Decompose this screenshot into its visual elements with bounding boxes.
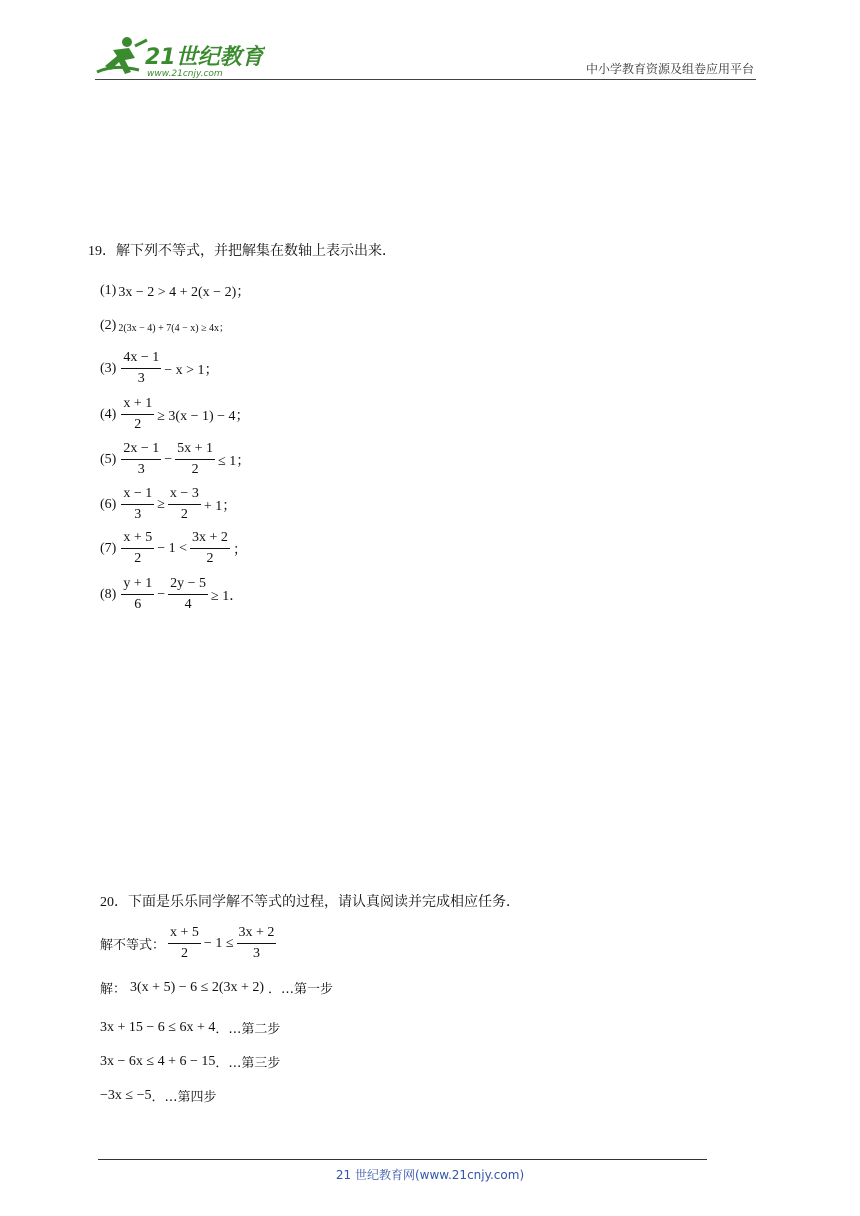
question-19-title: 19．解下列不等式，并把解集在数轴上表示出来． <box>88 244 396 259</box>
denominator: 2 <box>180 507 188 522</box>
numerator: x + 1 <box>121 396 154 415</box>
item-rest: ； <box>232 542 247 558</box>
numerator: x + 5 <box>168 925 201 944</box>
footer-divider <box>98 1159 707 1160</box>
site-logo <box>95 36 265 80</box>
fraction <box>121 350 161 387</box>
item-rest: − x > 1； <box>164 362 219 378</box>
step-note: ．…第一步 <box>268 982 334 997</box>
denominator: 4 <box>184 597 192 612</box>
numerator: y + 1 <box>121 576 154 595</box>
q20-step-1 <box>100 978 333 997</box>
fraction <box>168 576 208 613</box>
denominator: 3 <box>137 371 145 386</box>
step-note: ．…第三步 <box>215 1056 281 1071</box>
q19-item-4 <box>100 396 250 433</box>
footer-source: 21 世纪教育网(www.21cnjy.com) <box>335 1168 525 1182</box>
step-expression: 3x + 15 − 6 ≤ 6x + 4 <box>100 1019 216 1035</box>
item-rest: ≥ 1． <box>211 588 244 604</box>
question-20-title: 20．下面是乐乐同学解不等式的过程，请认真阅读并完成相应任务． <box>100 895 520 910</box>
item-expression: 2(3x − 4) + 7(4 − x) ≥ 4x； <box>118 322 230 334</box>
item-rest: ≥ 3(x − 1) − 4； <box>157 408 250 424</box>
numerator: 4x − 1 <box>121 350 161 369</box>
item-rest: ≤ 1； <box>218 453 251 469</box>
item-number: (7) <box>100 540 117 556</box>
q20-step-4 <box>100 1086 217 1105</box>
denominator: 2 <box>191 462 199 477</box>
item-rest: + 1； <box>203 498 237 514</box>
numerator: 2y − 5 <box>168 576 208 595</box>
fraction <box>121 396 154 433</box>
step-note: ．…第四步 <box>151 1090 217 1105</box>
fraction <box>121 486 154 523</box>
logo-graphic <box>95 36 265 80</box>
fraction <box>121 576 154 613</box>
item-number: (6) <box>100 496 117 512</box>
fraction <box>168 925 201 962</box>
numerator: x − 3 <box>168 486 201 505</box>
q20-step-2 <box>100 1018 280 1037</box>
problem-operator: − 1 ≤ <box>203 935 234 951</box>
step-expression: 3(x + 5) − 6 ≤ 2(3x + 2) <box>130 979 265 995</box>
fraction <box>121 530 154 567</box>
item-number: (3) <box>100 360 117 376</box>
q19-item-5 <box>100 441 250 478</box>
logo-url: www.21cnjy.com <box>147 69 223 79</box>
denominator: 2 <box>134 551 142 566</box>
denominator: 2 <box>134 417 142 432</box>
step-expression: −3x ≤ −5 <box>100 1087 152 1103</box>
item-expression: 3x − 2 > 4 + 2(x − 2)； <box>118 285 251 300</box>
numerator: 5x + 1 <box>175 441 215 460</box>
header-divider <box>95 79 756 80</box>
fraction <box>190 530 230 567</box>
numerator: x − 1 <box>121 486 154 505</box>
q19-item-6 <box>100 486 236 523</box>
denominator: 2 <box>180 946 188 961</box>
item-operator: ≥ <box>157 496 165 512</box>
item-operator: − <box>164 451 173 467</box>
q20-problem <box>100 925 279 962</box>
item-number: (5) <box>100 451 117 467</box>
q19-item-7 <box>100 530 247 567</box>
item-number: (4) <box>100 406 117 422</box>
numerator: 2x − 1 <box>121 441 161 460</box>
denominator: 3 <box>137 462 145 477</box>
numerator: 3x + 2 <box>190 530 230 549</box>
q19-item-1 <box>100 281 250 301</box>
item-operator: − 1 < <box>157 540 188 556</box>
step-expression: 3x − 6x ≤ 4 + 6 − 15 <box>100 1053 216 1069</box>
item-operator: − <box>157 586 166 602</box>
step-prefix: 解： <box>100 982 127 997</box>
q19-item-2 <box>100 318 229 334</box>
fraction <box>175 441 215 478</box>
denominator: 2 <box>206 551 214 566</box>
item-number: (1) <box>100 283 117 298</box>
q19-item-3 <box>100 350 219 387</box>
problem-label: 解不等式： <box>100 938 166 953</box>
numerator: x + 5 <box>121 530 154 549</box>
logo-text: 21世纪教育 <box>145 45 264 70</box>
denominator: 6 <box>134 597 142 612</box>
fraction <box>168 486 201 523</box>
fraction <box>121 441 161 478</box>
q20-step-3 <box>100 1052 280 1071</box>
header-tagline: 中小学教育资源及组卷应用平台 <box>585 62 754 76</box>
numerator: 3x + 2 <box>237 925 277 944</box>
q19-item-8 <box>100 576 243 613</box>
item-number: (8) <box>100 586 117 602</box>
denominator: 3 <box>134 507 142 522</box>
item-number: (2) <box>100 318 117 333</box>
step-note: ．…第二步 <box>215 1022 281 1037</box>
denominator: 3 <box>252 946 260 961</box>
fraction <box>237 925 277 962</box>
